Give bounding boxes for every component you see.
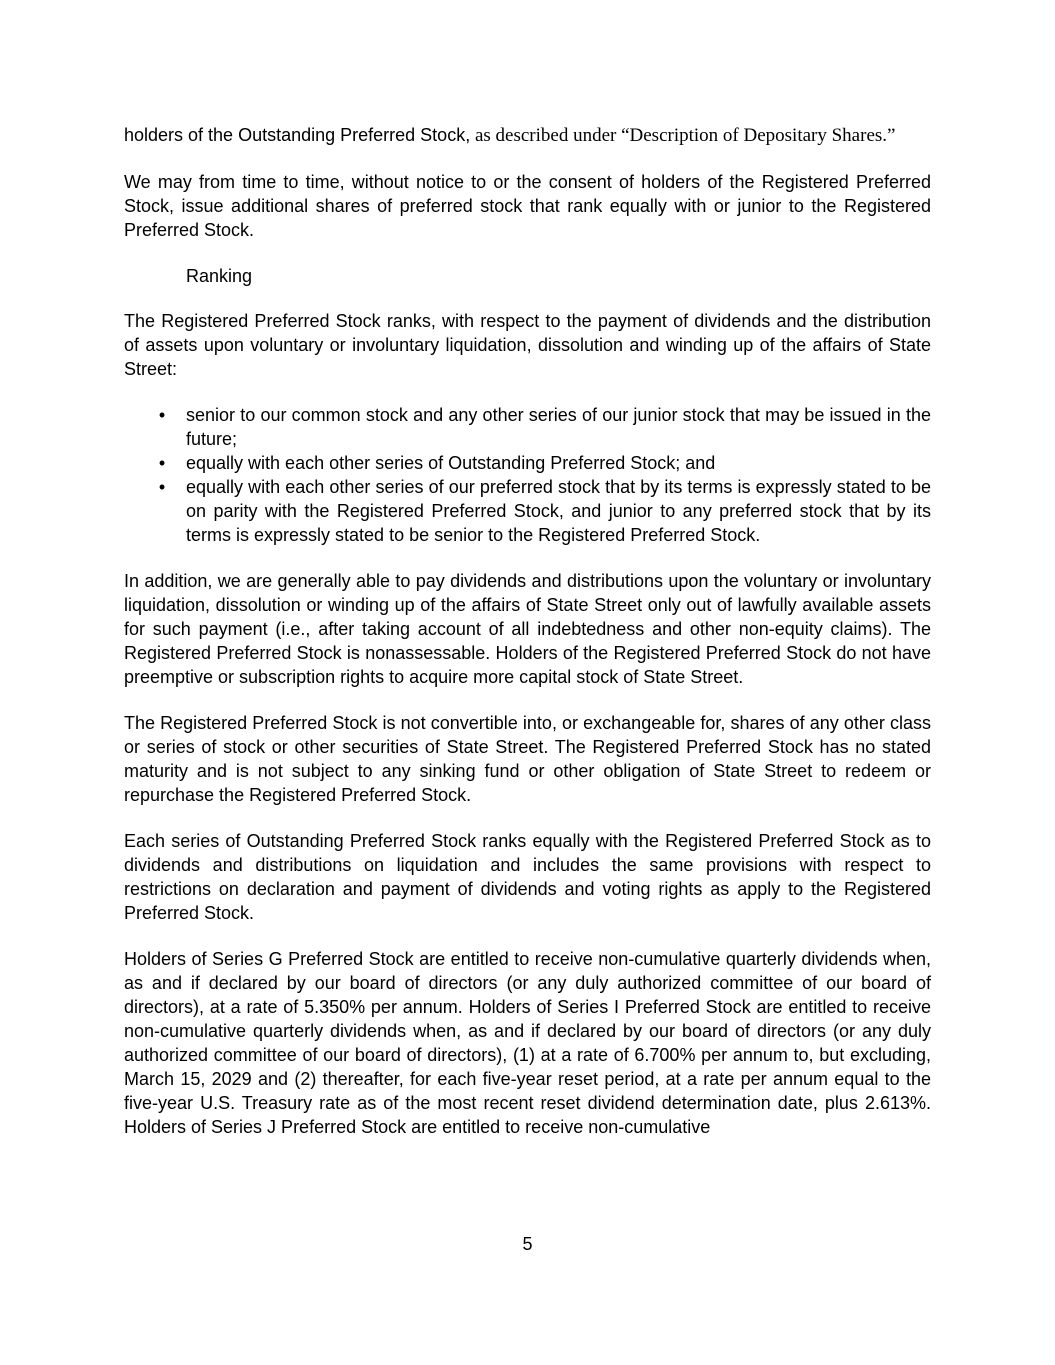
bullet-icon: • [158,405,166,425]
paragraph-outstanding-series: Each series of Outstanding Preferred Stock ranks equally with the Registered Preferred Stock as to dividends and distributions on liquidation and includes the same provisions with respect to restrictions on declaration and payment of dividends and voting rights as apply to the Registered Preferred Stock. [124,831,931,923]
paragraph-depositary-shares-lead: holders of the Outstanding Preferred Stock, [124,125,471,145]
list-item [124,451,931,475]
paragraph-dividends-distributions: In addition, we are generally able to pay dividends and distributions upon the voluntary or involuntary liquidation, dissolution or winding up of the affairs of State Street only out of lawfully available assets for such payment (i.e., after taking account of all indebtedness and other non-equity claims). The Registered Preferred Stock is nonassessable. Holders of the Registered Preferred Stock do not have preemptive or subscription rights to acquire more capital stock of State Street. [124,571,931,687]
section-heading-ranking: Ranking [186,266,253,286]
list-item [124,475,931,547]
paragraph-ranking-intro: The Registered Preferred Stock ranks, with respect to the payment of dividends and the distribution of assets upon voluntary or involuntary liquidation, dissolution and winding up of the affairs of State Street: [124,311,931,379]
paragraph-additional-shares: We may from time to time, without notice to or the consent of holders of the Registered Preferred Stock, issue additional shares of preferred stock that rank equally with or junior to the Registered Preferred Stock. [124,172,931,240]
page-number: 5 [522,1234,533,1254]
bullet-icon: • [158,477,166,497]
list-item-text: equally with each other series of Outstanding Preferred Stock; and [186,453,716,473]
ranking-bullet-list [124,403,931,547]
list-item [124,403,931,451]
paragraph-depositary-shares [124,123,931,148]
bullet-icon: • [158,453,166,473]
list-item-text: senior to our common stock and any other series of our junior stock that may be issued in the future; [186,405,931,449]
paragraph-series-dividends: Holders of Series G Preferred Stock are entitled to receive non-cumulative quarterly dividends when, as and if declared by our board of directors (or any duly authorized committee of our board of directors), at a rate of 5.350% per annum. Holders of Series I Preferred Stock are entitled to receive non-cumulative quarterly dividends when, as and if declared by our board of directors (or any duly authorized committee of our board of directors), (1) at a rate of 6.700% per annum to, but excluding, March 15, 2029 and (2) thereafter, for each five-year reset period, at a rate per annum equal to the five-year U.S. Treasury rate as of the most recent reset dividend determination date, plus 2.613%. Holders of Series J Preferred Stock are entitled to receive non-cumulative [124,949,931,1137]
document-body [124,123,931,1161]
paragraph-not-convertible: The Registered Preferred Stock is not convertible into, or exchangeable for, shares of any other class or series of stock or other securities of State Street. The Registered Preferred Stock has no stated maturity and is not subject to any sinking fund or other obligation of State Street to redeem or repurchase the Registered Preferred Stock. [124,713,931,805]
list-item-text: equally with each other series of our preferred stock that by its terms is expressly stated to be on parity with the Registered Preferred Stock, and junior to any preferred stock that by its terms is expressly stated to be senior to the Registered Preferred Stock. [186,477,931,545]
paragraph-depositary-shares-tail: as described under “Description of Depositary Shares.” [470,125,896,146]
